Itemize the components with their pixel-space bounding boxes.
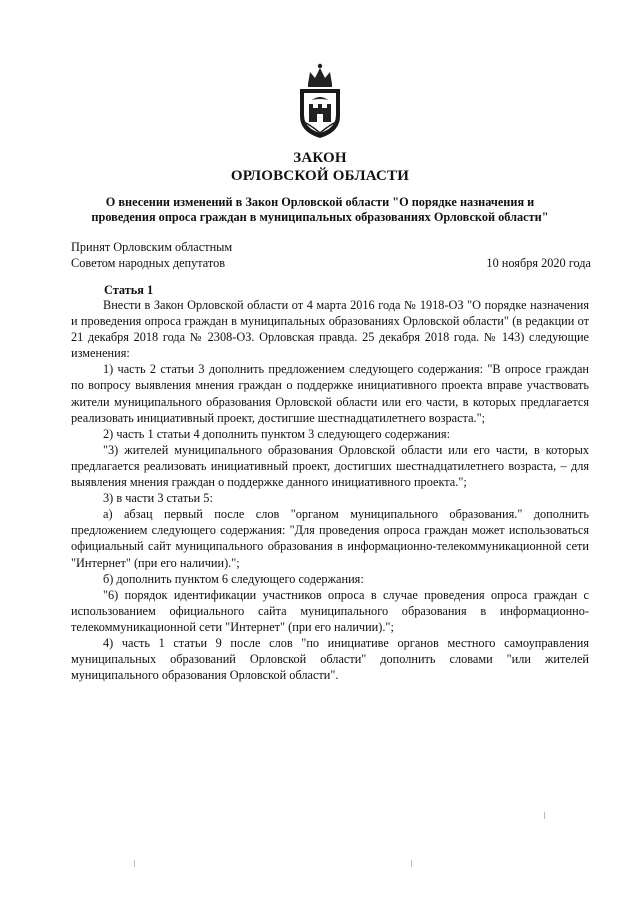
article-paragraph: 2) часть 1 статьи 4 дополнить пунктом 3 следующего содержания: xyxy=(103,426,451,441)
article-paragraph: 1) часть 2 статьи 3 дополнить предложением следующего содержания: "В опросе граждан по вопросу выявления мнения граждан о поддержке инициативного проекта вправе участвовать жители муниципального образования Орловской области или его части, в которых предлагается реализовать инициативный проект, достигшие шестнадцатилетнего возраста."; xyxy=(71,362,589,425)
article-paragraph: "6) порядок идентификации участников опроса в случае проведения опроса граждан с использованием официального сайта муниципального образования в информационно-телекоммуникационной сети "Интернет" (при его наличии)."; xyxy=(71,587,589,634)
article-paragraph: 3) в части 3 статьи 5: xyxy=(103,491,213,506)
article-paragraph: а) абзац первый после слов "органом муниципального образования." дополнить предложением следующего содержания: "Для проведения опроса граждан может использоваться официальный сайт муниципального образования в информационно-телекоммуникационной сети "Интернет" (при его наличии)."; xyxy=(71,507,589,570)
law-title: ЗАКОН xyxy=(293,150,347,166)
adoption-line-1: Принят Орловским областным xyxy=(71,240,233,254)
article-paragraph: Внести в Закон Орловской области от 4 марта 2016 года № 1918-ОЗ "О порядке назначения и проведения опроса граждан в муниципальных образованиях Орловской области" (в редакции от 21 декабря 2018 года № 2308-ОЗ. Орловская правда. 25 декабря 2018 года. № 143) следующие изменения: xyxy=(71,298,589,361)
scan-mark xyxy=(544,812,545,819)
region-title: ОРЛОВСКОЙ ОБЛАСТИ xyxy=(230,168,410,184)
adoption-date: 10 ноября 2020 года xyxy=(486,255,591,270)
scan-mark xyxy=(411,860,412,867)
article-title: Статья 1 xyxy=(104,283,154,297)
article-body xyxy=(71,297,589,683)
scan-mark xyxy=(134,860,135,867)
adoption-line-2: Советом народных депутатов xyxy=(71,255,226,270)
article-paragraph: 4) часть 1 статьи 9 после слов "по инициативе органов местного самоуправления муниципальных образований Орловской области" дополнить словами "или жителей муниципального образования Орловской области". xyxy=(71,635,589,683)
adoption-block xyxy=(71,240,591,271)
law-subtitle: О внесении изменений в Закон Орловской области "О порядке назначения и проведения опроса граждан в муниципальных образованиях Орловской области" xyxy=(91,195,549,224)
coat-of-arms-emblem xyxy=(296,62,344,140)
article-paragraph: б) дополнить пунктом 6 следующего содержания: xyxy=(103,571,364,586)
article-paragraph: "3) жителей муниципального образования Орловской области или его части, в которых предлагается реализовать инициативный проект, достигших шестнадцатилетнего возраста, – для выявления мнения граждан о поддержке данного инициативного проекта."; xyxy=(71,442,589,490)
